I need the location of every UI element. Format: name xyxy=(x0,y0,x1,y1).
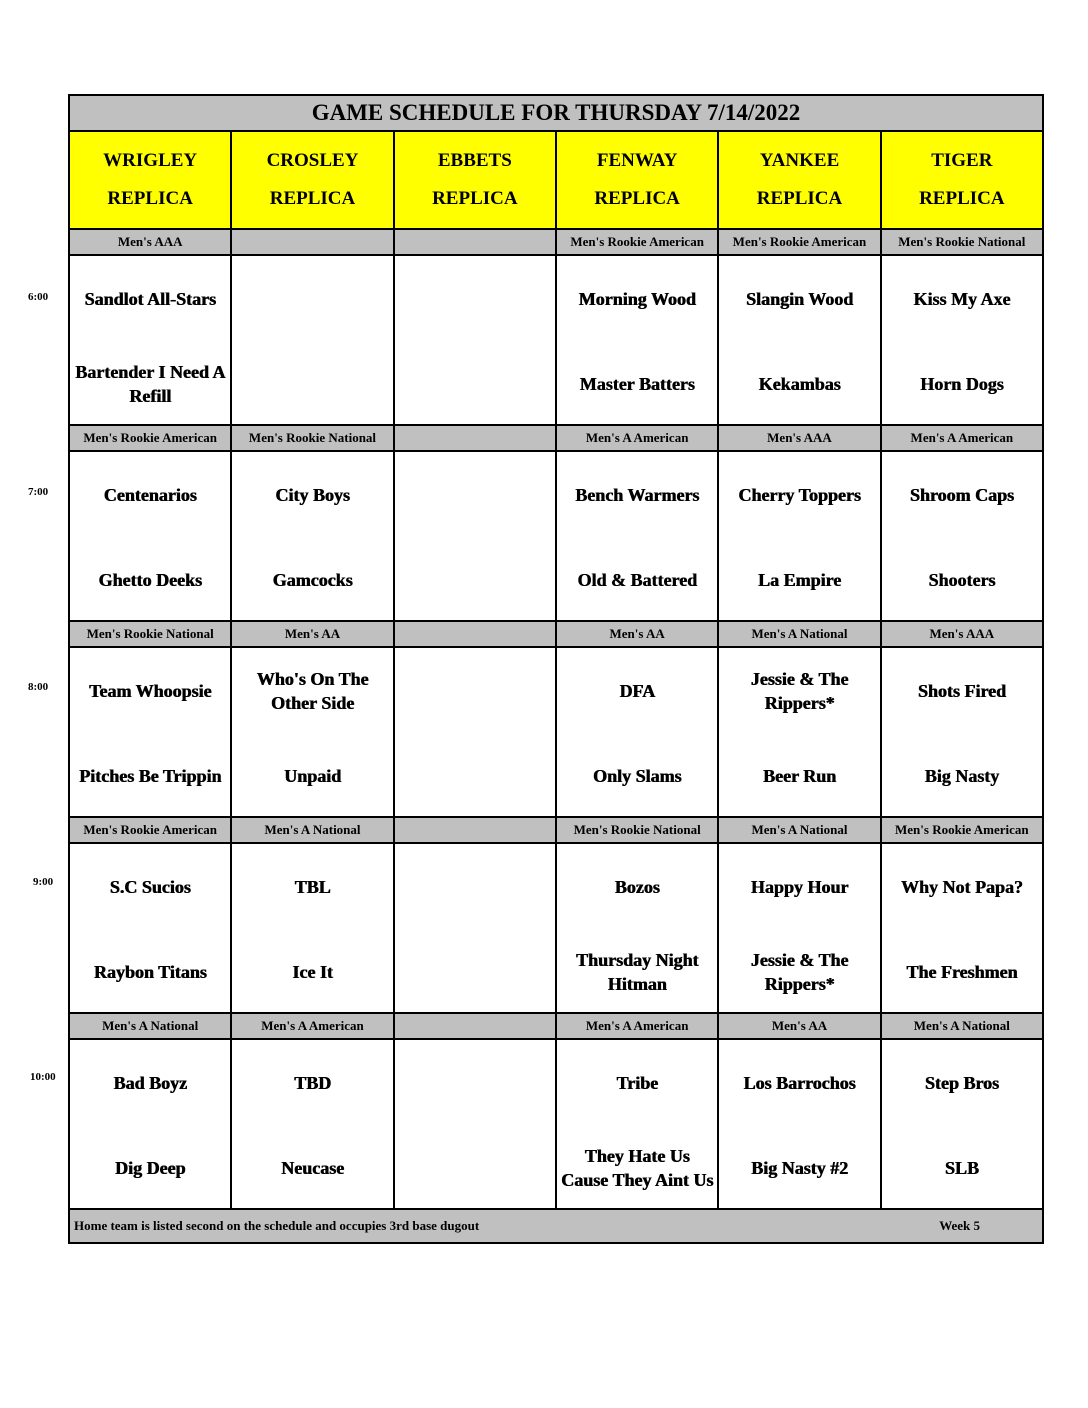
home-team: SLB xyxy=(944,1158,979,1178)
game-cell xyxy=(69,1039,231,1209)
game-cell xyxy=(556,843,718,1013)
division-label: Men's Rookie National xyxy=(881,229,1043,255)
park-name: YANKEE xyxy=(759,150,840,171)
game-cell xyxy=(718,1039,880,1209)
schedule-table xyxy=(68,94,1044,1244)
time-label: 7:00 xyxy=(28,486,49,498)
games-row xyxy=(69,647,1043,817)
division-row xyxy=(69,817,1043,843)
time-label: 10:00 xyxy=(30,1071,56,1083)
away-team: City Boys xyxy=(275,485,350,505)
games-row xyxy=(69,451,1043,621)
division-label: Men's AA xyxy=(556,621,718,647)
home-team: Horn Dogs xyxy=(920,374,1004,394)
home-team: Jessie & The Rippers* xyxy=(750,950,849,994)
division-label: Men's Rookie National xyxy=(556,817,718,843)
game-cell xyxy=(394,843,556,1013)
game-cell xyxy=(881,1039,1043,1209)
game-cell xyxy=(69,843,231,1013)
division-row xyxy=(69,229,1043,255)
away-team: Sandlot All-Stars xyxy=(84,289,216,309)
home-team: Big Nasty xyxy=(924,766,1000,786)
home-team: Neucase xyxy=(281,1158,344,1178)
game-cell xyxy=(881,255,1043,425)
games-row xyxy=(69,255,1043,425)
game-cell xyxy=(231,1039,393,1209)
game-cell xyxy=(556,647,718,817)
game-cell xyxy=(718,451,880,621)
home-team: Unpaid xyxy=(283,766,342,786)
home-team: Thursday Night Hitman xyxy=(575,950,699,994)
home-team: Ice It xyxy=(292,962,333,982)
home-team: Kekambas xyxy=(758,374,841,394)
park-subtitle: REPLICA xyxy=(269,188,356,209)
division-label: Men's A National xyxy=(718,621,880,647)
division-label: Men's A National xyxy=(231,817,393,843)
game-cell xyxy=(718,843,880,1013)
park-subtitle: REPLICA xyxy=(432,188,518,209)
division-label xyxy=(394,817,556,843)
home-team: They Hate Us Cause They Aint Us xyxy=(561,1146,714,1190)
division-label: Men's Rookie American xyxy=(69,817,231,843)
home-team: Ghetto Deeks xyxy=(98,570,202,590)
away-team: Morning Wood xyxy=(578,289,696,309)
away-team: TBD xyxy=(293,1073,331,1093)
footer-row xyxy=(69,1209,1043,1243)
division-label: Men's Rookie National xyxy=(231,425,393,451)
game-cell xyxy=(69,255,231,425)
game-cell xyxy=(556,1039,718,1209)
away-team: Slangin Wood xyxy=(745,289,854,309)
park-name: FENWAY xyxy=(596,150,678,171)
division-label: Men's AA xyxy=(718,1013,880,1039)
park-name: EBBETS xyxy=(437,150,512,171)
away-team: Shroom Caps xyxy=(909,485,1014,505)
division-label: Men's AAA xyxy=(881,621,1043,647)
park-subtitle: REPLICA xyxy=(919,188,1005,209)
away-team: Why Not Papa? xyxy=(900,877,1023,897)
game-cell xyxy=(69,451,231,621)
game-cell xyxy=(881,843,1043,1013)
park-name: TIGER xyxy=(931,150,993,171)
home-team: Pitches Be Trippin xyxy=(78,766,222,786)
division-label xyxy=(394,621,556,647)
away-team: Bozos xyxy=(614,877,660,897)
division-row xyxy=(69,1013,1043,1039)
games-row xyxy=(69,843,1043,1013)
division-label: Men's A National xyxy=(69,1013,231,1039)
division-label: Men's A American xyxy=(556,1013,718,1039)
park-header xyxy=(231,131,393,229)
game-cell xyxy=(394,451,556,621)
division-label: Men's A American xyxy=(231,1013,393,1039)
park-name: WRIGLEY xyxy=(103,150,198,171)
away-team: DFA xyxy=(619,681,655,701)
division-label: Men's Rookie American xyxy=(718,229,880,255)
schedule-sheet xyxy=(68,94,1044,1244)
division-label xyxy=(231,229,393,255)
game-cell xyxy=(231,451,393,621)
time-label: 8:00 xyxy=(28,681,49,693)
game-cell xyxy=(556,451,718,621)
home-team: Shooters xyxy=(928,570,996,590)
park-header xyxy=(556,131,718,229)
division-label: Men's A National xyxy=(881,1013,1043,1039)
away-team: Happy Hour xyxy=(750,877,849,897)
home-team: Big Nasty #2 xyxy=(750,1158,848,1178)
home-team: Dig Deep xyxy=(114,1158,186,1178)
park-header xyxy=(394,131,556,229)
park-header xyxy=(718,131,880,229)
footer-note: Home team is listed second on the schedule and occupies 3rd base dugout xyxy=(74,1218,480,1233)
division-label: Men's Rookie American xyxy=(69,425,231,451)
away-team: TBL xyxy=(294,877,331,897)
division-label xyxy=(394,229,556,255)
home-team: Beer Run xyxy=(762,766,837,786)
away-team: Shots Fired xyxy=(917,681,1006,701)
game-cell xyxy=(881,647,1043,817)
game-cell xyxy=(394,255,556,425)
time-label: 6:00 xyxy=(28,291,49,303)
game-cell xyxy=(69,647,231,817)
park-subtitle: REPLICA xyxy=(756,188,843,209)
game-cell xyxy=(881,451,1043,621)
away-team: Centenarios xyxy=(103,485,197,505)
game-cell xyxy=(394,647,556,817)
home-team: Bartender I Need A Refill xyxy=(75,362,226,406)
away-team: Team Whoopsie xyxy=(88,681,212,701)
game-cell xyxy=(556,255,718,425)
game-cell xyxy=(231,255,393,425)
division-label: Men's A National xyxy=(718,817,880,843)
home-team: The Freshmen xyxy=(906,962,1018,982)
away-team: Tribe xyxy=(616,1073,658,1093)
away-team: S.C Sucios xyxy=(109,877,191,897)
park-name: CROSLEY xyxy=(266,150,359,171)
home-team: La Empire xyxy=(757,570,842,590)
game-cell xyxy=(718,255,880,425)
away-team: Los Barrochos xyxy=(743,1073,856,1093)
game-cell xyxy=(718,647,880,817)
away-team: Who's On The Other Side xyxy=(256,669,369,713)
division-label: Men's Rookie American xyxy=(881,817,1043,843)
home-team: Only Slams xyxy=(592,766,682,786)
schedule-title: GAME SCHEDULE FOR THURSDAY 7/14/2022 xyxy=(69,95,1043,131)
division-label xyxy=(394,1013,556,1039)
division-label: Men's AAA xyxy=(718,425,880,451)
away-team: Step Bros xyxy=(924,1073,999,1093)
division-row xyxy=(69,621,1043,647)
game-cell xyxy=(231,647,393,817)
game-cell xyxy=(394,1039,556,1209)
home-team: Gamcocks xyxy=(272,570,353,590)
week-label: Week 5 xyxy=(939,1218,980,1233)
division-label: Men's Rookie National xyxy=(69,621,231,647)
time-column xyxy=(0,0,68,1408)
division-label: Men's AAA xyxy=(69,229,231,255)
division-label: Men's AA xyxy=(231,621,393,647)
park-header xyxy=(881,131,1043,229)
games-row xyxy=(69,1039,1043,1209)
away-team: Jessie & The Rippers* xyxy=(750,669,849,713)
home-team: Old & Battered xyxy=(577,570,697,590)
division-label xyxy=(394,425,556,451)
away-team: Kiss My Axe xyxy=(913,289,1011,309)
game-cell xyxy=(231,843,393,1013)
away-team: Cherry Toppers xyxy=(738,485,861,505)
park-subtitle: REPLICA xyxy=(107,188,193,209)
away-team: Bench Warmers xyxy=(575,485,700,505)
home-team: Master Batters xyxy=(579,374,695,394)
home-team: Raybon Titans xyxy=(93,962,207,982)
division-label: Men's A American xyxy=(556,425,718,451)
park-subtitle: REPLICA xyxy=(594,188,680,209)
division-row xyxy=(69,425,1043,451)
time-label: 9:00 xyxy=(33,876,54,888)
division-label: Men's A American xyxy=(881,425,1043,451)
away-team: Bad Boyz xyxy=(113,1073,187,1093)
park-header xyxy=(69,131,231,229)
division-label: Men's Rookie American xyxy=(556,229,718,255)
